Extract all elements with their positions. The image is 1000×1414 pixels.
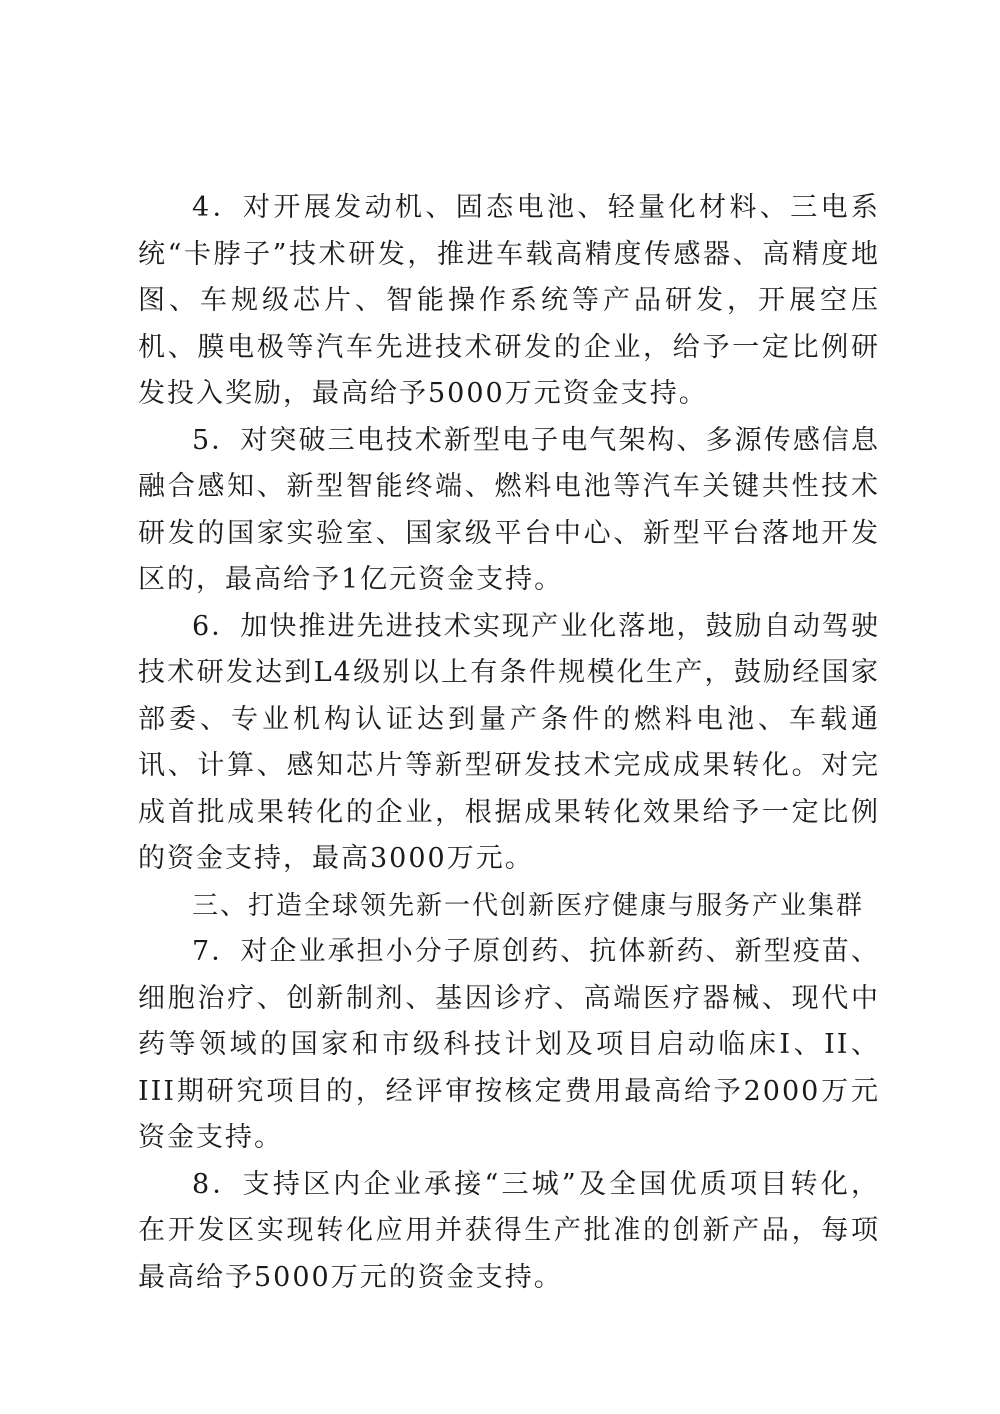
paragraph-item-4: 4．对开展发动机、固态电池、轻量化材料、三电系统“卡脖子”技术研发，推进车载高精度传感器、高精度地图、车规级芯片、智能操作系统等产品研发，开展空压机、膜电极等汽车先进技术研发的企业，给予一定比例研发投入奖励，最高给予5000万元资金支持。 [138, 192, 880, 409]
section-heading: 三、打造全球领先新一代创新医疗健康与服务产业集群 [192, 890, 865, 921]
paragraph-item-8: 8．支持区内企业承接“三城”及全国优质项目转化，在开发区实现转化应用并获得生产批准的创新产品，每项最高给予5000万元的资金支持。 [138, 1168, 880, 1293]
document-page [138, 185, 880, 1301]
paragraph-item-7: 7．对企业承担小分子原创药、抗体新药、新型疫苗、细胞治疗、创新制剂、基因诊疗、高端医疗器械、现代中药等领域的国家和市级科技计划及项目启动临床I、II、III期研究项目的，经评审按核定费用最高给予2000万元资金支持。 [138, 936, 880, 1153]
paragraph-item-6: 6．加快推进先进技术实现产业化落地，鼓励自动驾驶技术研发达到L4级别以上有条件规模化生产，鼓励经国家部委、专业机构认证达到量产条件的燃料电池、车载通讯、计算、感知芯片等新型研发技术完成成果转化。对完成首批成果转化的企业，根据成果转化效果给予一定比例的资金支持，最高3000万元。 [138, 610, 880, 874]
paragraph-item-5: 5．对突破三电技术新型电子电气架构、多源传感信息融合感知、新型智能终端、燃料电池等汽车关键共性技术研发的国家实验室、国家级平台中心、新型平台落地开发区的，最高给予1亿元资金支持。 [138, 424, 880, 595]
